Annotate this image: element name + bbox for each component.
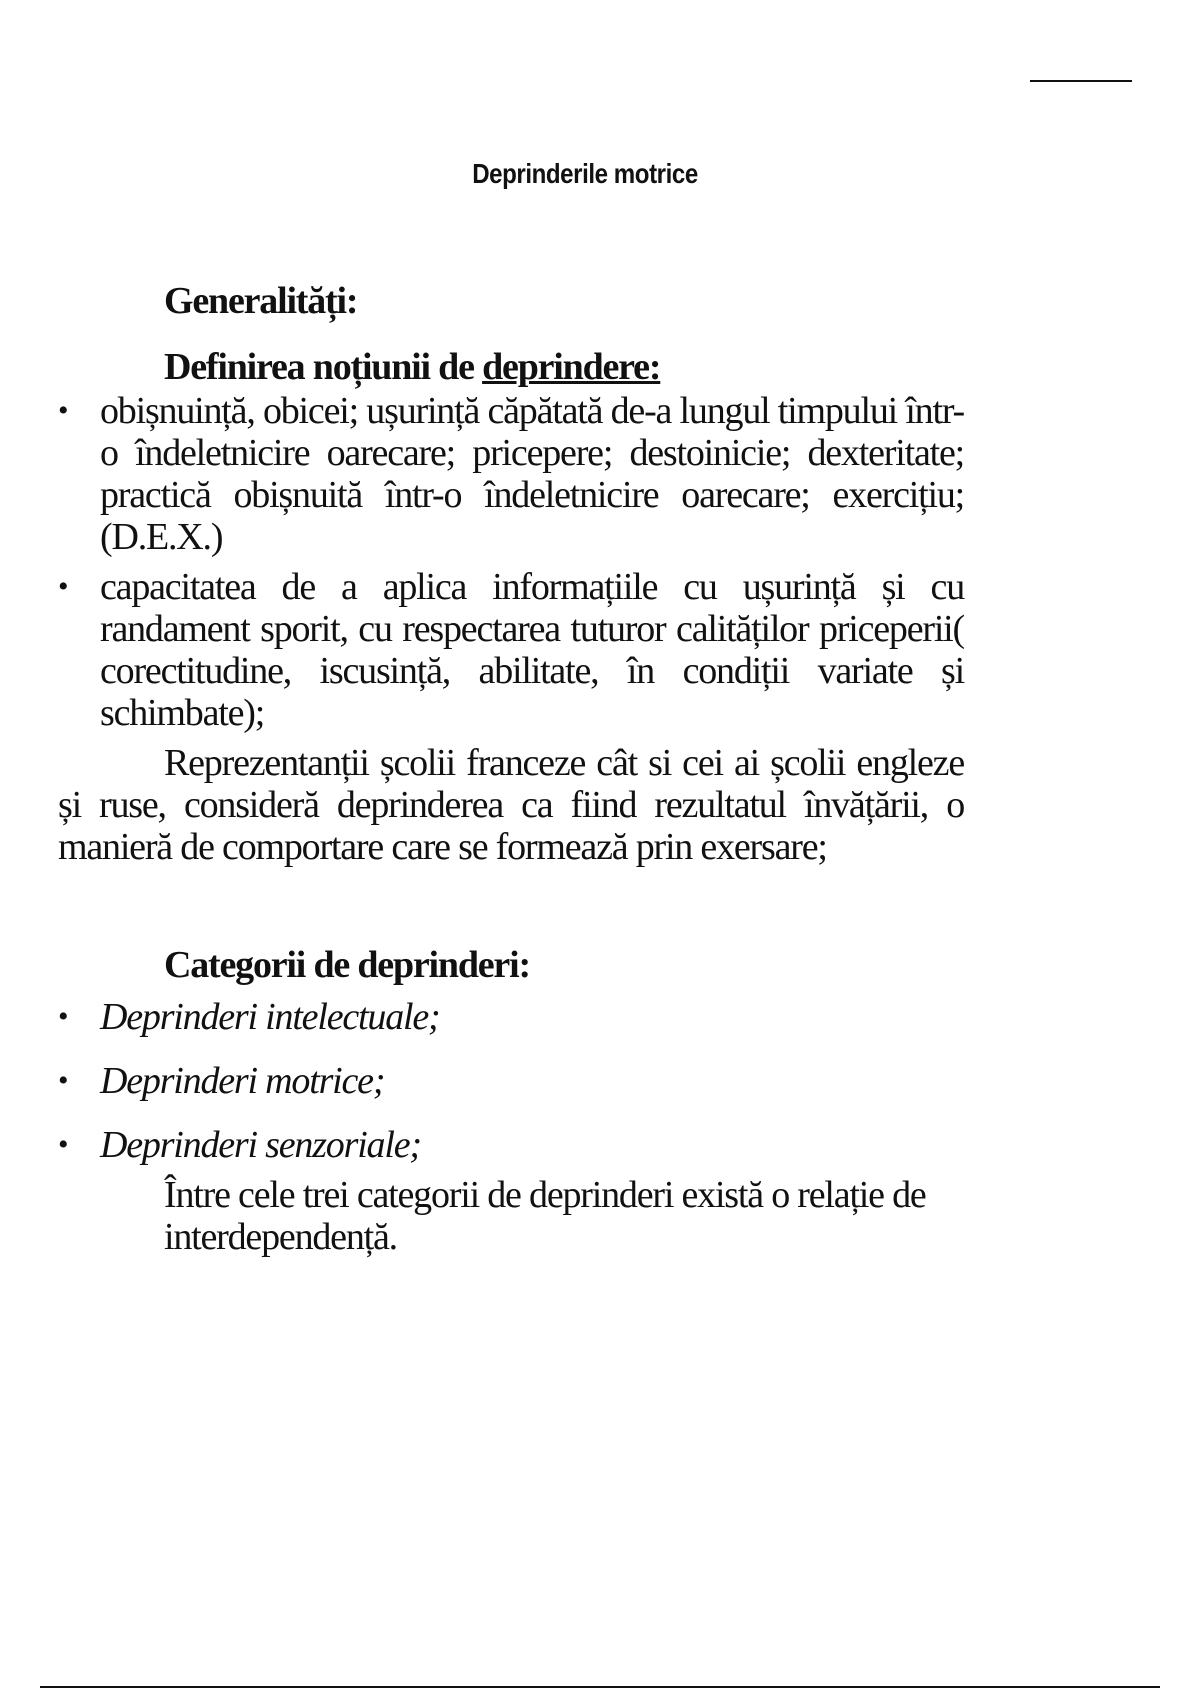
list-item	[58, 566, 964, 734]
bullet-icon: •	[58, 1064, 68, 1097]
heading-categorii: Categorii de deprinderi:	[164, 944, 530, 986]
category-text: Deprinderi intelectuale;	[100, 996, 440, 1038]
definition-text: capacitatea de a aplica informațiile cu ușurință și cu randament sporit, cu respectarea tuturor calităților priceperii( corectitudine, iscusință, abilitate, în condiții variate și schimbate);	[100, 566, 964, 734]
bullet-icon: •	[58, 1000, 68, 1033]
heading-generalitati: Generalități:	[164, 280, 358, 322]
list-item	[58, 1060, 964, 1102]
heading-definitie-term: deprindere:	[482, 346, 661, 388]
definition-text: obișnuință, obicei; ușurință căpătată de-a lungul timpului într-o îndeletnicire oarecare; pricepere; destoinicie; dexteritate; practică obișnuită într-o îndeletnicire oarecare; exercițiu; (D.E.X.)	[100, 390, 964, 558]
footer-rule	[40, 1686, 1160, 1688]
bullet-icon: •	[58, 394, 68, 427]
list-item	[58, 996, 964, 1038]
body-paragraph: Reprezentanții școlii franceze cât si cei ai școlii engleze și ruse, consideră deprinderea ca fiind rezultatul învățării, o manieră de comportare care se formează prin exersare;	[58, 742, 964, 868]
header-rule	[1030, 80, 1132, 82]
definition-list	[58, 390, 964, 734]
page-title: Deprinderile motrice	[472, 158, 698, 189]
list-item	[58, 390, 964, 558]
list-item	[58, 1124, 964, 1166]
closing-sentence: Între cele trei categorii de deprinderi există o relație de interdependență.	[164, 1174, 926, 1258]
category-list	[58, 996, 964, 1166]
bullet-icon: •	[58, 1128, 68, 1161]
category-text: Deprinderi senzoriale;	[100, 1124, 421, 1166]
heading-definitie-prefix: Definirea noțiunii de	[164, 346, 483, 388]
category-text: Deprinderi motrice;	[100, 1060, 385, 1102]
document-body	[58, 280, 964, 1258]
heading-definitie	[58, 346, 964, 388]
bullet-icon: •	[58, 570, 68, 603]
